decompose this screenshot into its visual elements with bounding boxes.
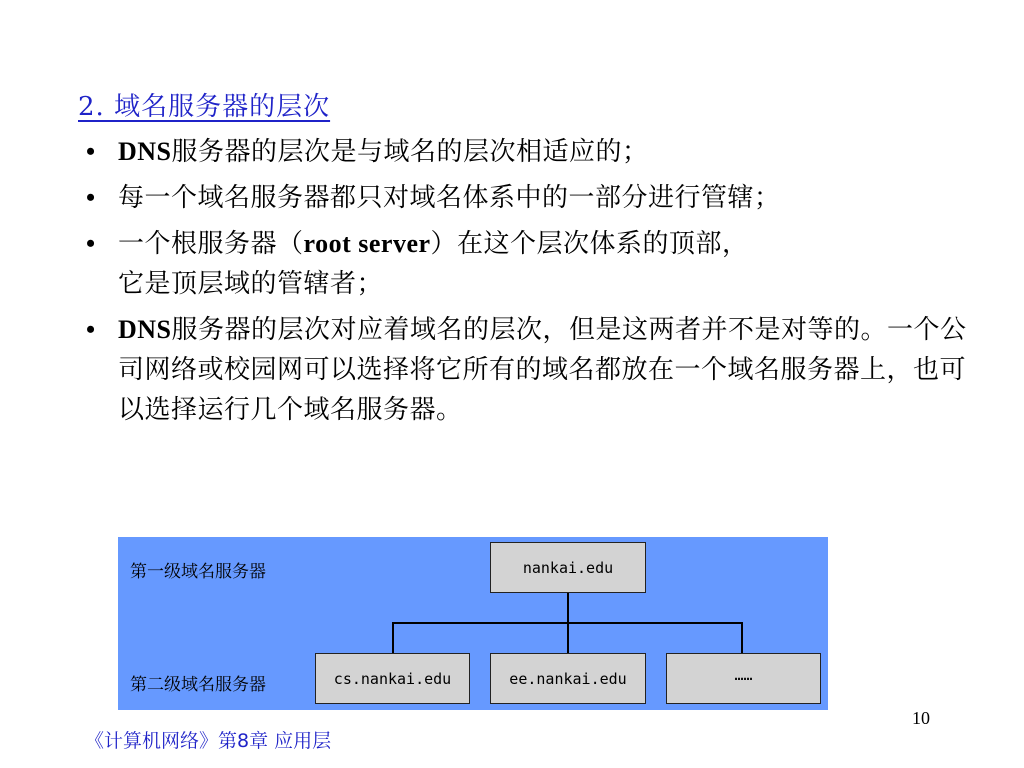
level1-label: 第一级域名服务器 <box>130 562 266 582</box>
bullet-text: 一个根服务器（ <box>118 229 304 259</box>
child-node-cs: cs.nankai.edu <box>315 653 470 704</box>
bullet-text: 服务器的层次对应着域名的层次，但是这两者并不是对等的。一个公司网络或校园网可以选择将它所有的域名都放在一个域名服务器上，也可以选择运行几个域名服务器。 <box>118 315 967 425</box>
child-node-ee: ee.nankai.edu <box>490 653 646 704</box>
bullet-dot: • <box>86 183 96 212</box>
bullet-item-dns-hierarchy <box>80 132 970 172</box>
bullet-text-cont: ）在这个层次体系的顶部， <box>430 229 749 259</box>
bullet-text-line2: 它是顶层域的管辖者； <box>118 269 384 299</box>
root-node: nankai.edu <box>490 542 646 593</box>
bullet-dot: • <box>86 229 96 258</box>
connector-left <box>392 622 394 653</box>
bullet-item-not-equivalent <box>80 310 970 430</box>
bullet-text: 服务器的层次是与域名的层次相适应的； <box>171 137 649 167</box>
bullet-item-root-server <box>80 224 970 304</box>
child-node-more: …… <box>666 653 821 704</box>
bullet-dot: • <box>86 137 96 166</box>
bullet-strong: root server <box>303 229 431 258</box>
bullet-item-partial-management <box>80 178 970 218</box>
footer-course-title: 《计算机网络》第8章 应用层 <box>85 730 332 752</box>
page-number: 10 <box>912 708 930 728</box>
bullet-text: 每一个域名服务器都只对域名体系中的一部分进行管辖； <box>118 183 781 213</box>
bullet-list <box>80 132 970 436</box>
connector-trunk <box>567 593 569 623</box>
bullet-strong: DNS <box>118 137 172 166</box>
connector-right <box>741 622 743 653</box>
level2-label: 第二级域名服务器 <box>130 675 266 695</box>
connector-middle <box>567 622 569 653</box>
section-heading: 2. 域名服务器的层次 <box>78 92 331 122</box>
dns-hierarchy-diagram <box>118 537 828 710</box>
bullet-dot: • <box>86 315 96 344</box>
bullet-strong: DNS <box>118 315 172 344</box>
